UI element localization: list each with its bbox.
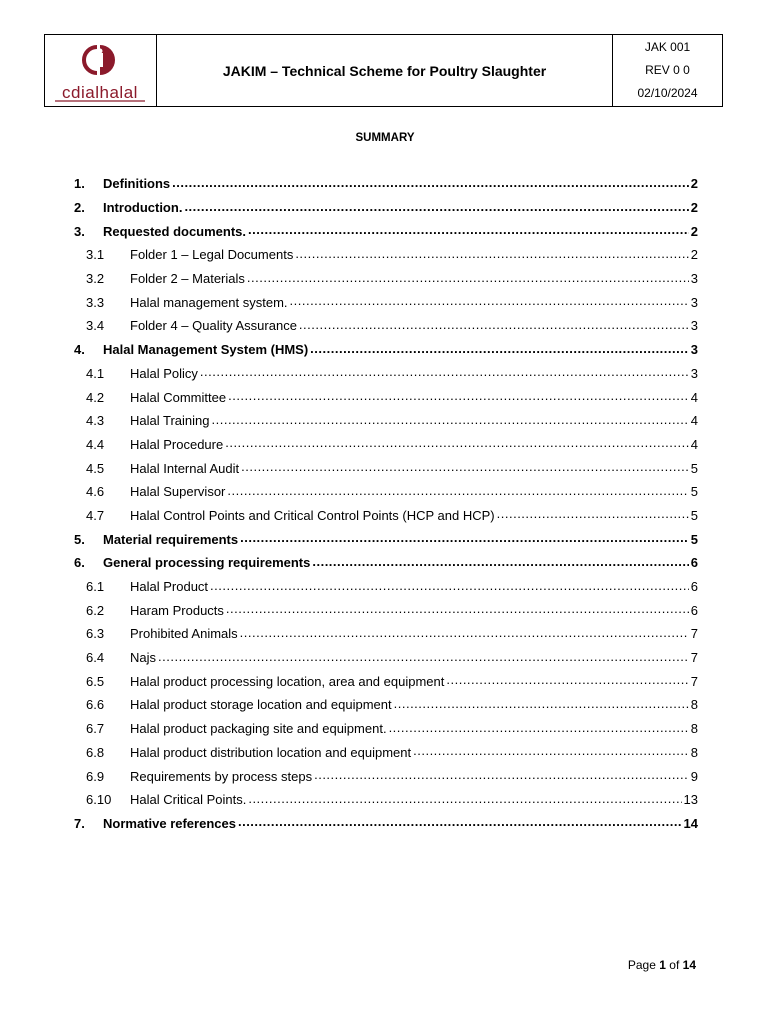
toc-entry-label: Halal product packaging site and equipment. [130,721,387,737]
toc-entry[interactable] [74,480,698,504]
toc-entry-number: 4.5 [86,460,105,476]
toc-entry-label: Halal Control Points and Critical Control Points (HCP and HCP) [130,507,495,523]
toc-entry-page: 8 [690,744,698,760]
logo-cell [45,35,157,106]
toc-entry-number: 4.2 [86,389,105,405]
toc-entry[interactable] [74,598,698,622]
total-pages: 14 [682,958,696,972]
toc-entry[interactable] [74,717,698,741]
toc-entry[interactable] [74,362,698,386]
toc-leader-dots [158,651,689,665]
toc-leader-dots [172,177,689,191]
toc-entry-page: 3 [690,342,698,358]
document-date: 02/10/2024 [637,86,698,100]
toc-entry-label: Najs [130,650,157,666]
toc-leader-dots [240,627,689,641]
toc-entry-label: Halal Internal Audit [130,460,240,476]
toc-entry[interactable] [74,243,698,267]
document-header [44,34,723,107]
toc-entry-page: 5 [690,460,698,476]
toc-entry-page: 7 [690,626,698,642]
toc-entry-page: 2 [690,223,698,239]
toc-entry[interactable] [74,338,698,362]
toc-entry-page: 2 [690,200,698,216]
toc-entry-label: Halal product processing location, area and equipment [130,673,445,689]
toc-entry-page: 7 [690,673,698,689]
toc-entry-page: 4 [690,436,698,452]
toc-leader-dots [210,580,689,594]
toc-leader-dots [248,793,681,807]
toc-leader-dots [225,437,689,451]
toc-entry-label: Halal Policy [130,365,198,381]
toc-entry-number: 6.5 [86,673,105,689]
page-number [628,958,696,972]
toc-entry-page: 3 [690,294,698,310]
toc-entry-number: 3.3 [86,294,105,310]
toc-entry-number: 6.7 [86,721,105,737]
toc-entry-label: Folder 4 – Quality Assurance [130,318,297,334]
page-word: Page [627,958,656,972]
toc-leader-dots [200,366,689,380]
logo-wordmark: cdialhalal [62,83,138,102]
toc-entry[interactable] [74,812,698,836]
toc-entry-label: Folder 1 – Legal Documents [130,247,294,263]
toc-entry-label: Requirements by process steps [130,768,313,784]
toc-entry-page: 5 [690,484,698,500]
toc-entry[interactable] [74,669,698,693]
toc-entry[interactable] [74,504,698,528]
toc-leader-dots [446,674,688,688]
toc-leader-dots [389,722,689,736]
toc-entry-number: 1. [74,176,85,192]
toc-entry-number: 2. [74,200,85,216]
toc-entry[interactable] [74,741,698,765]
toc-leader-dots [248,224,689,238]
toc-entry-label: Normative references [103,815,236,831]
toc-entry[interactable] [74,409,698,433]
toc-entry-number: 6.3 [86,626,105,642]
toc-leader-dots [295,248,688,262]
toc-leader-dots [310,343,689,357]
document-code: JAK 001 [644,40,691,54]
toc-entry-page: 14 [683,815,698,831]
toc-leader-dots [226,603,689,617]
toc-entry-label: Halal product storage location and equipment [130,697,392,713]
current-page: 1 [659,958,666,972]
toc-entry-number: 3.1 [86,247,105,263]
toc-entry-number: 4.6 [86,484,105,500]
toc-entry-number: 4. [74,342,85,358]
toc-entry-number: 3. [74,223,85,239]
toc-entry-label: Introduction. [103,200,183,216]
toc-entry-label: Halal Training [130,413,210,429]
toc-entry-label: Halal product distribution location and equipment [130,744,412,760]
toc-entry[interactable] [74,693,698,717]
toc-entry-page: 6 [690,579,698,595]
toc-entry-number: 3.4 [86,318,105,334]
toc-entry-page: 6 [690,602,698,618]
toc-entry-page: 13 [683,792,698,808]
toc-entry-number: 6.1 [86,579,105,595]
toc-entry-number: 6.2 [86,602,105,618]
toc-entry-number: 7. [74,815,85,831]
toc-entry-page: 5 [690,531,698,547]
toc-entry[interactable] [74,764,698,788]
toc-entry-page: 3 [690,318,698,334]
toc-entry[interactable] [74,433,698,457]
toc-entry-number: 6.6 [86,697,105,713]
toc-leader-dots [314,769,689,783]
toc-entry-number: 4.7 [86,507,105,523]
toc-entry-label: Halal Supervisor [130,484,226,500]
toc-entry[interactable] [74,575,698,599]
toc-entry[interactable] [74,551,698,575]
toc-entry-number: 4.4 [86,436,105,452]
toc-entry[interactable] [74,267,698,291]
toc-entry[interactable] [74,314,698,338]
toc-entry-label: Material requirements [103,531,239,547]
document-title: JAKIM – Technical Scheme for Poultry Slaughter [157,35,613,106]
toc-leader-dots [228,390,689,404]
toc-leader-dots [394,698,689,712]
toc-entry-page: 4 [690,389,698,405]
toc-entry-page: 5 [690,507,698,523]
toc-entry-label: Requested documents. [103,223,247,239]
toc-entry-number: 6.9 [86,768,105,784]
toc-entry-page: 7 [690,650,698,666]
toc-entry-label: Halal management system. [130,294,288,310]
toc-entry[interactable] [74,527,698,551]
toc-entry-number: 5. [74,531,85,547]
toc-leader-dots [240,532,689,546]
toc-leader-dots [212,414,689,428]
toc-entry[interactable] [74,172,698,196]
toc-entry-label: Folder 2 – Materials [130,271,245,287]
toc-leader-dots [497,508,689,522]
toc-leader-dots [290,295,689,309]
summary-heading: SUMMARY [355,132,415,144]
toc-entry-number: 3.2 [86,271,105,287]
toc-entry-page: 8 [690,721,698,737]
toc-entry-number: 6.4 [86,650,105,666]
toc-leader-dots [238,816,682,830]
document-meta [613,35,722,106]
toc-entry[interactable] [74,788,698,812]
toc-leader-dots [413,745,689,759]
toc-leader-dots [227,485,688,499]
toc-entry-label: Halal Critical Points. [130,792,247,808]
cdialhalal-logo [45,35,155,106]
of-word: of [669,958,680,972]
toc-leader-dots [299,319,689,333]
toc-entry[interactable] [74,385,698,409]
table-of-contents [74,172,698,835]
toc-entry-page: 2 [690,176,698,192]
toc-entry[interactable] [74,646,698,670]
toc-entry-label: General processing requirements [103,555,311,571]
toc-entry-label: Halal Committee [130,389,227,405]
toc-entry-number: 6.10 [86,792,112,808]
toc-entry-page: 2 [690,247,698,263]
toc-leader-dots [241,461,689,475]
toc-entry[interactable] [74,456,698,480]
toc-entry[interactable] [74,622,698,646]
toc-entry-page: 4 [690,413,698,429]
toc-leader-dots [247,272,689,286]
toc-entry-label: Halal Management System (HMS) [103,342,309,358]
toc-entry-number: 4.3 [86,413,105,429]
toc-entry-label: Haram Products [130,602,224,618]
toc-entry-page: 6 [690,555,698,571]
toc-entry-label: Definitions [103,176,171,192]
toc-leader-dots [312,556,688,570]
toc-entry-number: 6.8 [86,744,105,760]
toc-entry-page: 3 [690,365,698,381]
toc-leader-dots [184,201,688,215]
toc-entry-label: Halal Product [130,579,209,595]
toc-entry[interactable] [74,290,698,314]
document-revision: REV 0 0 [645,63,690,77]
toc-entry[interactable] [74,196,698,220]
toc-entry-number: 4.1 [86,365,105,381]
toc-entry[interactable] [74,219,698,243]
toc-entry-label: Halal Procedure [130,436,224,452]
toc-entry-label: Prohibited Animals [130,626,238,642]
toc-entry-page: 8 [690,697,698,713]
toc-entry-page: 3 [690,271,698,287]
toc-entry-number: 6. [74,555,85,571]
toc-entry-page: 9 [690,768,698,784]
